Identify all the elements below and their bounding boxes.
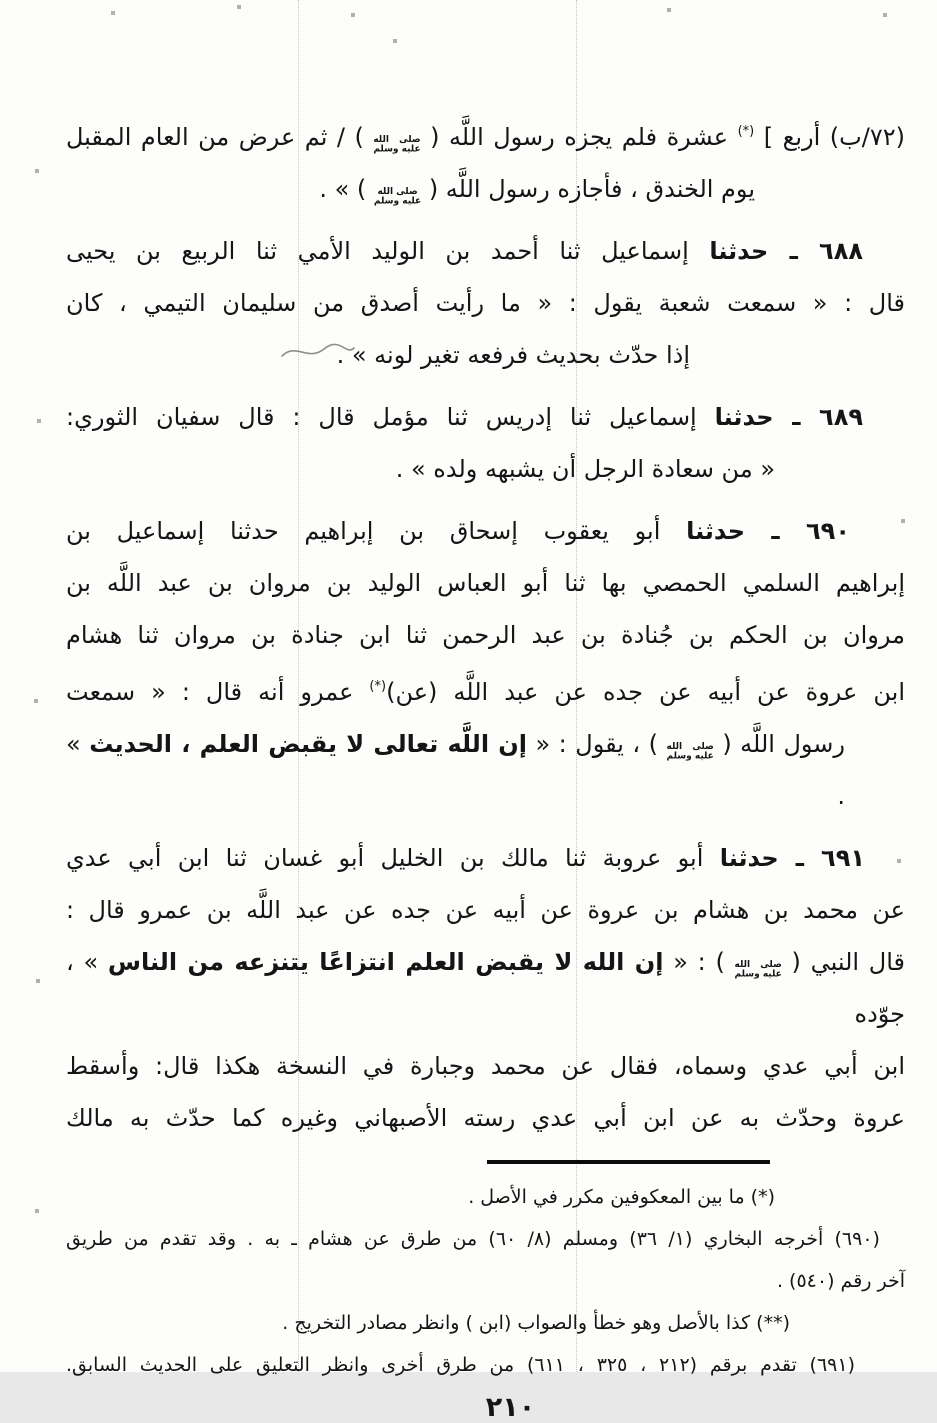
footnote-double-asterisk <box>66 1302 905 1344</box>
footnote-691 <box>66 1344 905 1386</box>
text-segment: (٦٩١) تقدم برقم (٢١٢ ، ٣٢٥ ، ٦١١) من طرق أخرى وانظر التعليق على الحديث السابق. <box>66 1354 856 1376</box>
salla-ligature-icon: صلى الله عليه وسلم <box>373 134 421 155</box>
text-segment: رسول اللَّه ( <box>713 730 846 758</box>
text-line <box>66 277 905 329</box>
text-line <box>66 1260 905 1302</box>
text-segment: ابن عروة عن أبيه عن جده عن عبد اللَّه (عن) <box>386 678 905 706</box>
text-segment: ) : « <box>663 948 735 976</box>
text-line <box>66 884 905 936</box>
text-segment: إسماعيل ثنا إدريس ثنا مؤمل قال : قال سفيان الثوري: <box>66 403 715 431</box>
text-segment: إبراهيم السلمي الحمصي بها ثنا أبو العباس الوليد بن مروان بن عبد اللَّه بن <box>66 569 905 597</box>
paragraph-hadith-691 <box>66 832 905 1144</box>
footnote-marker: (*) <box>369 679 387 694</box>
text-segment: يوم الخندق ، فأجازه رسول اللَّه ( <box>421 175 755 203</box>
text-segment: مروان بن الحكم بن جُنادة بن عبد الرحمن ثنا ابن جنادة بن مروان ثنا هشام <box>66 621 905 649</box>
paragraph-hadith-690 <box>66 505 905 822</box>
text-line <box>66 936 905 1040</box>
salla-ligature-icon: صلى الله عليه وسلم <box>734 959 782 980</box>
text-segment: إذا حدّث بحديث فرفعه تغير لونه » . <box>336 341 690 369</box>
text-segment: ) / ثم عرض من العام المقبل <box>66 123 374 151</box>
footnote-690 <box>66 1218 905 1302</box>
emphasized-text: ٦٨٩ ـ حدثنا <box>714 403 863 431</box>
text-segment: » ، جوّده <box>66 948 905 1028</box>
text-line <box>66 557 905 609</box>
text-segment: (**) كذا بالأصل وهو خطأ والصواب (ابن ) وانظر مصادر التخريج . <box>282 1312 790 1334</box>
text-segment: عروة وحدّث به عن ابن أبي عدي رسته الأصبهاني وغيره كما حدّث به مالك <box>66 1104 905 1132</box>
paragraph-folio-continuation <box>66 106 905 215</box>
footnote-separator <box>487 1160 770 1164</box>
scan-noise <box>0 0 2 2</box>
text-line <box>66 329 905 381</box>
text-segment: ابن أبي عدي وسماه، فقال عن محمد وجبارة في النسخة هكذا قال: وأسقط <box>66 1052 905 1080</box>
paragraph-hadith-689 <box>66 391 905 495</box>
text-line <box>66 718 905 822</box>
text-segment: عشرة فلم يجزه رسول اللَّه ( <box>420 123 738 151</box>
footnotes <box>66 1176 905 1386</box>
footnote-marker: (*) <box>737 124 755 139</box>
text-line <box>66 1092 905 1144</box>
text-line <box>66 391 905 443</box>
text-line <box>66 443 905 495</box>
text-line <box>66 106 905 163</box>
emphasized-text: ٦٩٠ ـ حدثنا <box>686 517 850 545</box>
text-line <box>66 1040 905 1092</box>
text-line <box>66 1176 905 1218</box>
text-line <box>66 505 905 557</box>
text-segment: آخر رقم (٥٤٠) . <box>776 1270 905 1292</box>
text-line <box>66 225 905 277</box>
text-segment: (*) ما بين المعكوفين مكرر في الأصل . <box>468 1186 775 1208</box>
text-segment: ) » . <box>319 175 374 203</box>
page-number: ٢١٠ <box>485 1392 536 1423</box>
emphasized-text: ٦٩١ ـ حدثنا <box>719 844 865 872</box>
text-line <box>66 661 905 718</box>
footnote-asterisk <box>66 1176 905 1218</box>
text-segment: إسماعيل ثنا أحمد بن الوليد الأمي ثنا الربيع بن يحيى <box>66 237 710 265</box>
text-segment: ) ، يقول : « <box>526 730 667 758</box>
text-segment: عمرو أنه قال : « سمعت <box>66 678 370 706</box>
text-segment: عن محمد بن هشام بن عروة عن أبيه عن جده عن عبد اللَّه بن عمرو قال : <box>66 896 905 924</box>
text-line <box>66 1218 905 1260</box>
text-line <box>66 1302 905 1344</box>
text-segment: قال : « سمعت شعبة يقول : « ما رأيت أصدق من سليمان التيمي ، كان <box>66 289 905 317</box>
text-segment: (٦٩٠) أخرجه البخاري (١/ ٣٦) ومسلم (٨/ ٦٠) من طرق عن هشام ـ به . وقد تقدم من طريق <box>66 1228 880 1250</box>
text-line <box>66 609 905 661</box>
paragraph-hadith-688 <box>66 225 905 381</box>
text-segment: (٧٢/ب) أربع ] <box>754 123 905 151</box>
text-segment: قال النبي ( <box>781 948 906 976</box>
salla-ligature-icon: صلى الله عليه وسلم <box>373 186 422 207</box>
emphasized-text: إن اللَّه تعالى لا يقبض العلم ، الحديث <box>89 730 527 758</box>
text-line <box>66 163 905 215</box>
text-segment: » . <box>66 730 845 810</box>
text-line <box>66 832 905 884</box>
text-line <box>66 1344 905 1386</box>
emphasized-text: ٦٨٨ ـ حدثنا <box>709 237 863 265</box>
salla-ligature-icon: صلى الله عليه وسلم <box>666 741 714 762</box>
emphasized-text: إن الله لا يقبض العلم انتزاعًا يتنزعه من الناس <box>107 948 664 976</box>
text-segment: أبو عروبة ثنا مالك بن الخليل أبو غسان ثنا ابن أبي عدي <box>66 844 720 872</box>
text-body <box>66 106 905 1144</box>
text-segment: « من سعادة الرجل أن يشبهه ولده » . <box>395 455 775 483</box>
text-segment: أبو يعقوب إسحاق بن إبراهيم حدثنا إسماعيل بن <box>66 517 687 545</box>
